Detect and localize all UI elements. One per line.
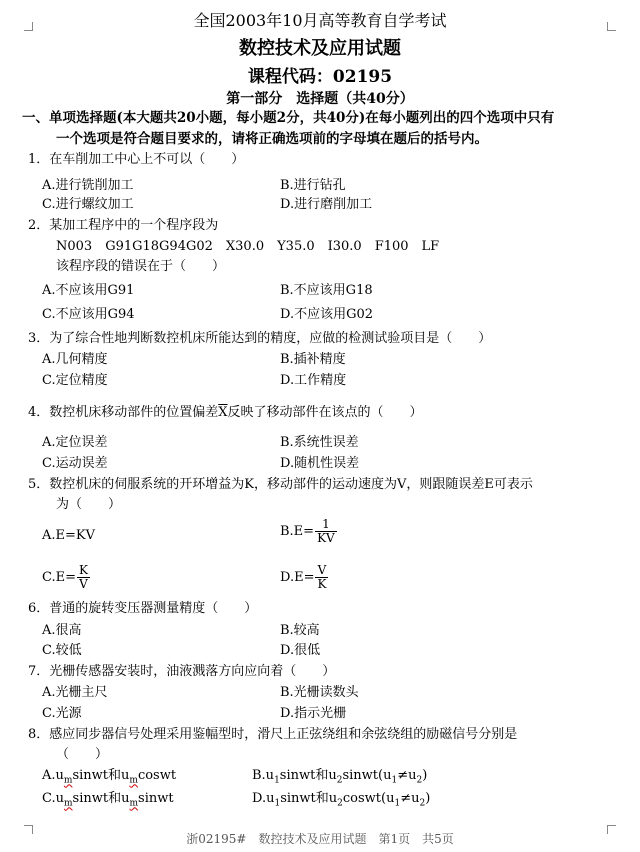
part-title: 第一部分 选择题（共40分） — [226, 91, 414, 107]
question-7-option-d: D.指示光栅 — [280, 706, 347, 721]
question-4-option-c: C.运动误差 — [42, 456, 108, 471]
question-4-option-a: A.定位误差 — [42, 435, 108, 450]
question-1-stem: 1．在车削加工中心上不可以（ ） — [28, 152, 245, 167]
question-8-stem: 8．感应同步器信号处理采用鉴幅型时，滑尺上正弦绕组和余弦绕组的励磁信号分别是 — [28, 727, 518, 742]
question-8-stem-2: （ ） — [56, 747, 109, 762]
question-2-option-c: C.不应该用G94 — [42, 307, 135, 322]
question-1-option-d: D.进行磨削加工 — [280, 197, 373, 212]
question-6-stem: 6．普通的旋转变压器测量精度（ ） — [28, 601, 258, 616]
instructions-line-2: 一个选项是符合题目要求的，请将正确选项前的字母填在题后的括号内。 — [56, 131, 488, 147]
question-1-option-c: C.进行螺纹加工 — [42, 197, 134, 212]
question-7-option-a: A.光栅主尺 — [42, 685, 108, 700]
question-6-option-a: A.很高 — [42, 623, 82, 638]
question-4-stem-pre: 4．数控机床移动部件的位置偏差 — [28, 405, 219, 420]
fraction-v-over-k: $\frac{V}{K}$ — [317, 563, 327, 591]
question-3-option-a: A.几何精度 — [42, 352, 108, 367]
question-3-option-b: B.插补精度 — [280, 352, 346, 367]
question-4-option-d: D.随机性误差 — [280, 456, 360, 471]
question-7-stem: 7．光栅传感器安装时，油液溅落方向应向着（ ） — [28, 664, 336, 679]
fraction-k-over-v: $\frac{K}{V}$ — [79, 563, 88, 591]
question-2-stem-2: 该程序段的错误在于（ ） — [56, 259, 226, 274]
question-8-option-a: $A.u_msinwt$和$u_mcoswt$ — [42, 768, 177, 786]
question-3-stem: 3．为了综合性地判断数控机床所能达到的精度，应做的检测试验项目是（ ） — [28, 331, 492, 346]
x-bar-symbol: $\overline{X}$ — [218, 405, 228, 420]
question-7-option-c: C.光源 — [42, 706, 82, 721]
question-2-stem: 2．某加工程序中的一个程序段为 — [28, 218, 219, 233]
page-footer: 浙02195# 数控技术及应用试题 第1页 共5页 — [186, 832, 454, 846]
question-4-option-b: B.系统性误差 — [280, 435, 359, 450]
question-7-option-b: B.光栅读数头 — [280, 685, 359, 700]
question-5-option-b: B.E= $\frac{1}{KV}$ — [280, 517, 335, 545]
question-6-option-b: B.较高 — [280, 623, 320, 638]
question-3-option-d: D.工作精度 — [280, 373, 347, 388]
question-3-option-c: C.定位精度 — [42, 373, 108, 388]
question-2-option-a: A.不应该用G91 — [42, 283, 135, 298]
question-1-option-a: A.进行铣削加工 — [42, 178, 134, 193]
instructions-line-1: 一、单项选择题(本大题共20小题，每小题2分，共40分)在每小题列出的四个选项中只有 — [22, 110, 555, 126]
course-code: 课程代码：02195 — [247, 67, 393, 87]
question-8-option-d: $D.u_1sinwt$和$u_2coswt(u_1\ne u_2)$ — [252, 791, 431, 809]
exam-session-title: 全国2003年10月高等教育自学考试 — [193, 11, 447, 30]
subject-title: 数控技术及应用试题 — [239, 38, 401, 59]
question-4-stem-post: 反映了移动部件在该点的（ ） — [227, 405, 423, 420]
question-8-option-b: $B.u_1sinwt$和$u_2sinwt(u_1\ne u_2)$ — [252, 768, 428, 786]
question-2-option-d: D.不应该用G02 — [280, 307, 374, 322]
question-5-option-d: D.E= $\frac{V}{K}$ — [280, 563, 327, 591]
question-6-option-d: D.很低 — [280, 643, 321, 658]
question-5-stem: 5．数控机床的伺服系统的开环增益为K，移动部件的运动速度为V，则跟随误差E可表示 — [28, 477, 533, 492]
fraction-1-over-kv: $\frac{1}{KV}$ — [317, 517, 335, 545]
question-2-option-b: B.不应该用G18 — [280, 283, 373, 298]
question-2-code: N003 G91G18G94G02 X30.0 Y35.0 I30.0 F100 LF — [56, 239, 440, 254]
question-6-option-c: C.较低 — [42, 643, 82, 658]
question-1-option-b: B.进行钻孔 — [280, 178, 346, 193]
question-5-option-c: C.E= $\frac{K}{V}$ — [42, 563, 88, 591]
question-4-stem — [28, 405, 423, 421]
question-8-option-c: $C.u_msinwt$和$u_msinwt$ — [42, 791, 174, 809]
question-5-option-a: A.E=KV — [42, 528, 96, 543]
question-5-stem-2: 为（ ） — [56, 497, 122, 512]
